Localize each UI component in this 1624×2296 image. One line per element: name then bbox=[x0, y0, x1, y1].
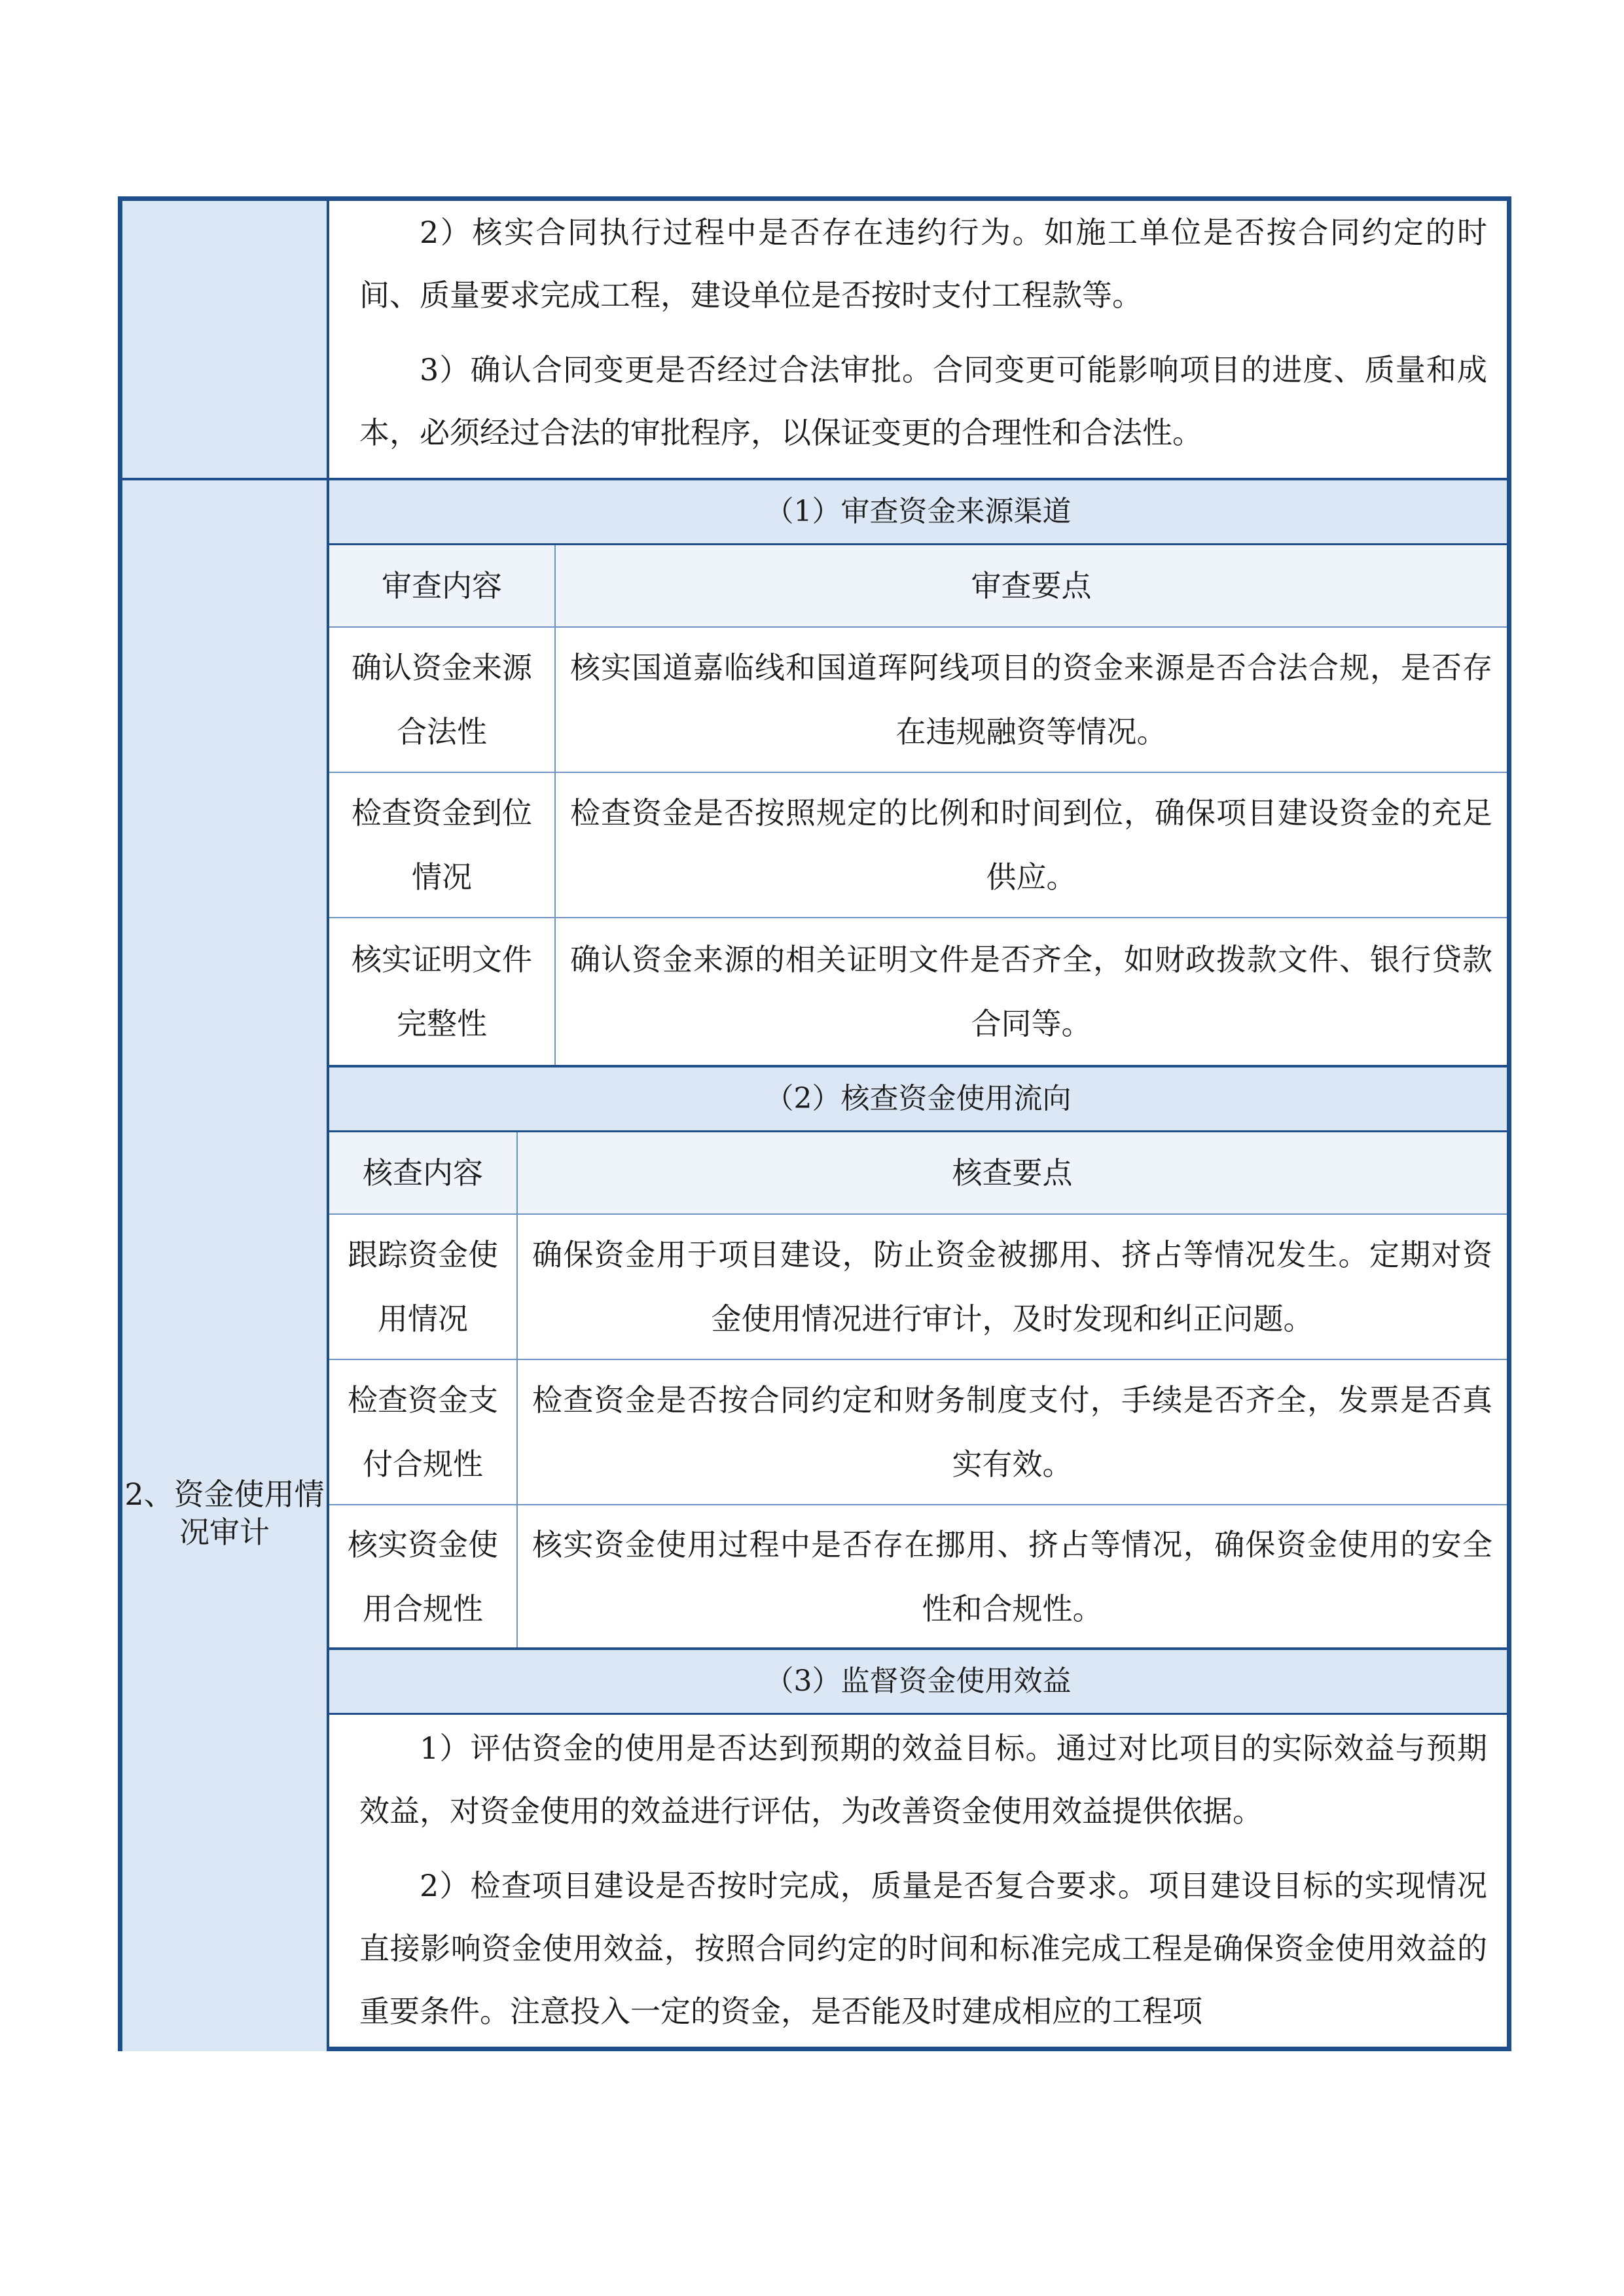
sub1-col-points: 审查要点 bbox=[971, 568, 1092, 603]
sub2-row-3-point: 核实资金使用过程中是否存在挪用、挤占等情况，确保资金使用的安全性和合规性。 bbox=[532, 1526, 1492, 1626]
sub1-col-content: 审查内容 bbox=[329, 545, 556, 626]
sub2-section bbox=[329, 1067, 1507, 1647]
left-category-cell-empty bbox=[122, 201, 329, 478]
section-2-label: 2、资金使用情况审计 bbox=[124, 1477, 325, 1550]
sub2-row-1-item: 跟踪资金使用情况 bbox=[329, 1215, 518, 1359]
left-category-cell bbox=[122, 480, 329, 2051]
sub2-row-1 bbox=[329, 1215, 1507, 1359]
contract-paragraph-2: 2）核实合同执行过程中是否存在违约行为。如施工单位是否按合同约定的时间、质量要求完成工程，建设单位是否按时支付工程款等。 bbox=[359, 215, 1487, 313]
sub2-col-content: 核查内容 bbox=[329, 1132, 518, 1213]
sub2-row-3-item: 核实资金使用合规性 bbox=[329, 1505, 518, 1647]
sub2-grid bbox=[329, 1132, 1507, 1647]
sub1-row-3-item: 核实证明文件完整性 bbox=[329, 918, 556, 1065]
benefit-paragraph-1: 1）评估资金的使用是否达到预期的效益目标。通过对比项目的实际效益与预期效益，对资金使用的效益进行评估，为改善资金使用效益提供依据。 bbox=[359, 1731, 1487, 1829]
sub1-grid bbox=[329, 545, 1507, 1065]
contract-paragraph-3: 3）确认合同变更是否经过合法审批。合同变更可能影响项目的进度、质量和成本，必须经过合法的审批程序，以保证变更的合理性和合法性。 bbox=[359, 352, 1487, 450]
sub1-row-1-item: 确认资金来源合法性 bbox=[329, 628, 556, 772]
sub1-row-3-point: 确认资金来源的相关证明文件是否齐全，如财政拨款文件、银行贷款合同等。 bbox=[570, 942, 1492, 1041]
sub2-row-3 bbox=[329, 1505, 1507, 1647]
sub2-title: （2）核查资金使用流向 bbox=[329, 1067, 1507, 1132]
sub2-row-2 bbox=[329, 1360, 1507, 1504]
sub1-row-1 bbox=[329, 628, 1507, 772]
sub2-col-points: 核查要点 bbox=[952, 1155, 1073, 1191]
sub1-header-row bbox=[329, 545, 1507, 626]
sub2-header-row bbox=[329, 1132, 1507, 1213]
sub2-row-2-point: 检查资金是否按合同约定和财务制度支付，手续是否齐全，发票是否真实有效。 bbox=[532, 1382, 1492, 1482]
sub2-row-1-point: 确保资金用于项目建设，防止资金被挪用、挤占等情况发生。定期对资金使用情况进行审计，及时发现和纠正问题。 bbox=[532, 1237, 1492, 1336]
sub3-title: （3）监督资金使用效益 bbox=[329, 1650, 1507, 1715]
benefit-paragraph-2: 2）检查项目建设是否按时完成，质量是否复合要求。项目建设目标的实现情况直接影响资金使用效益，按照合同约定的时间和标准完成工程是确保资金使用效益的重要条件。注意投入一定的资金，是否能及时建成相应的工程项 bbox=[359, 1868, 1487, 2029]
sub1-row-2 bbox=[329, 773, 1507, 917]
sub1-section bbox=[329, 480, 1507, 1065]
sub1-row-3 bbox=[329, 918, 1507, 1065]
sub1-row-2-point: 检查资金是否按照规定的比例和时间到位，确保项目建设资金的充足供应。 bbox=[570, 795, 1492, 895]
audit-table bbox=[118, 196, 1511, 2051]
sub1-title: （1）审查资金来源渠道 bbox=[329, 480, 1507, 545]
sub1-row-2-item: 检查资金到位情况 bbox=[329, 773, 556, 917]
sub2-row-2-item: 检查资金支付合规性 bbox=[329, 1360, 518, 1504]
sub1-row-1-point: 核实国道嘉临线和国道珲阿线项目的资金来源是否合法合规，是否存在违规融资等情况。 bbox=[570, 650, 1492, 749]
